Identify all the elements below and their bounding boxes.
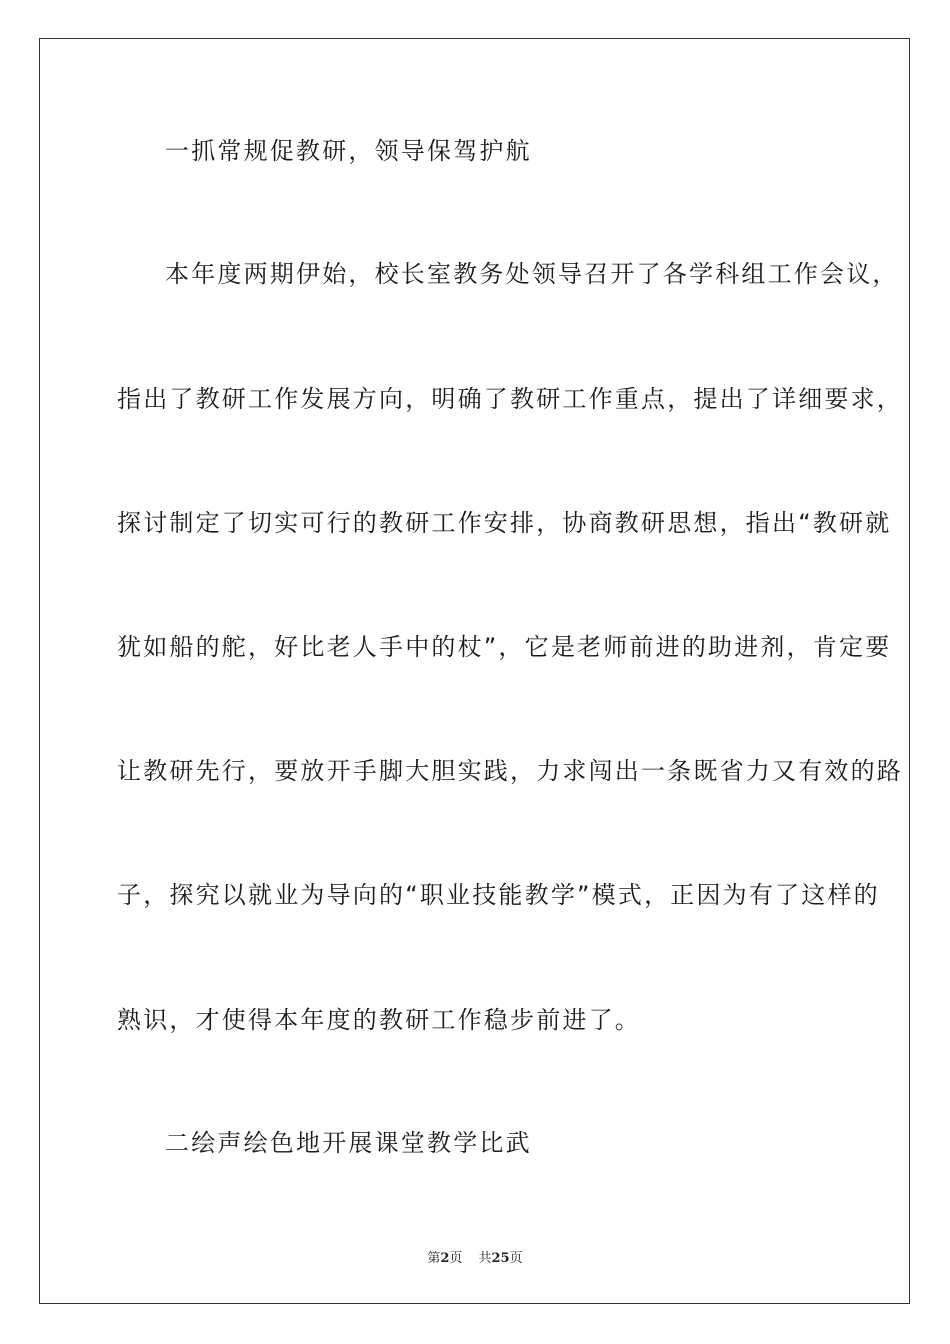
paragraph-line-4: 犹如船的舵，好比老人手中的杖”，它是老师前进的助进剂，肯定要 [117,633,892,661]
section-heading-2: 二绘声绘色地开展课堂教学比武 [165,1129,532,1157]
paragraph-line-2: 指出了教研工作发展方向，明确了教研工作重点，提出了详细要求， [117,385,903,413]
paragraph-line-3: 探讨制定了切实可行的教研工作安排，协商教研思想，指出“教研就 [117,509,892,537]
section-heading-1: 一抓常规促教研，领导保驾护航 [165,137,532,165]
total-pages: 25 [491,1251,510,1266]
page-prefix: 第 [427,1251,441,1266]
page-suffix: 页 [449,1251,463,1266]
paragraph-line-6: 子，探究以就业为导向的“职业技能教学”模式，正因为有了这样的 [117,881,880,909]
paragraph-line-5: 让教研先行，要放开手脚大胆实践，力求闯出一条既省力又有效的路 [117,757,903,785]
paragraph-line-1: 本年度两期伊始，校长室教务处领导召开了各学科组工作会议， [165,260,899,288]
total-prefix: 共 [478,1251,492,1266]
page-border [39,38,910,1304]
total-suffix: 页 [509,1251,523,1266]
page-number: 2 [440,1251,450,1266]
paragraph-line-7: 熟识，才使得本年度的教研工作稳步前进了。 [117,1006,641,1034]
page-footer [0,1247,950,1266]
